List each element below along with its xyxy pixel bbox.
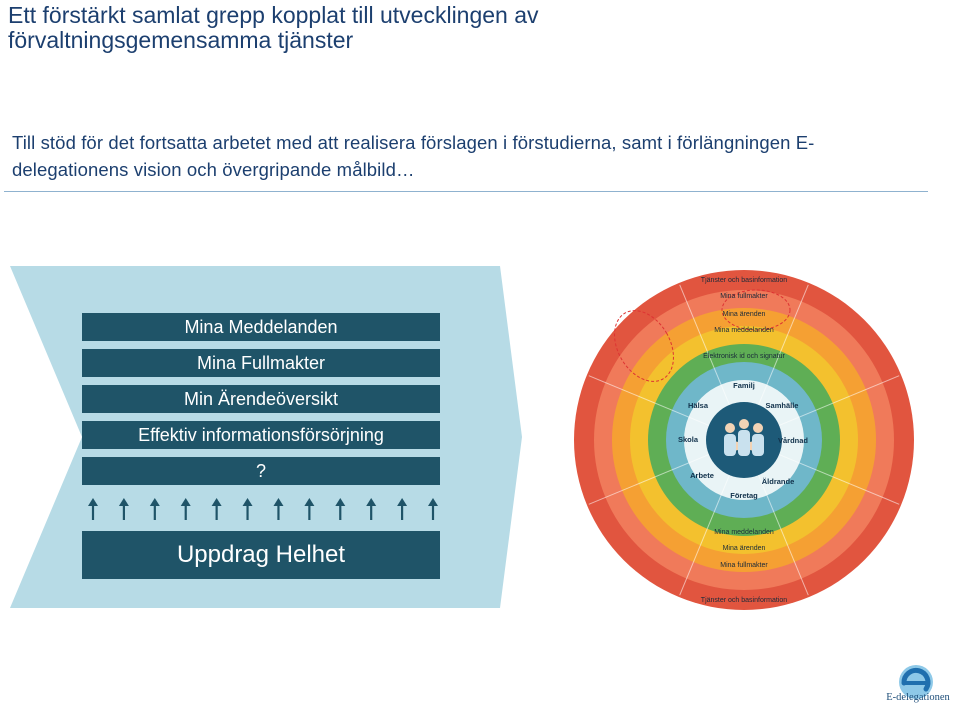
title-divider	[4, 191, 928, 192]
up-arrows-row	[88, 497, 438, 521]
wheel-ring-label-meddelanden: Mina meddelanden	[714, 327, 774, 334]
slide-subtitle: Till stöd för det fortsatta arbetet med att realisera förslagen i förstudierna, samt i förlängningen E-delegationens vision och övergripande målbild…	[12, 132, 815, 180]
wheel-sector-arbete: Arbete	[690, 471, 714, 480]
logo-text: E-delegationen	[886, 692, 950, 703]
wheel-outer-label-top: Tjänster och basinformation	[700, 277, 788, 284]
wheel-ring-label-meddelanden-bottom: Mina meddelanden	[714, 529, 774, 536]
up-arrow-icon	[181, 498, 191, 520]
wheel-ring-label-eid: Elektronisk id och signatur	[703, 353, 785, 360]
up-arrow-icon	[88, 498, 98, 520]
wheel-ring-label-arenden-bottom: Mina ärenden	[722, 545, 766, 552]
up-arrow-icon	[212, 498, 222, 520]
wheel-sector-halsa: Hälsa	[687, 401, 709, 410]
up-arrow-icon	[397, 498, 407, 520]
wheel-sector-aldrande: Äldrande	[761, 477, 795, 486]
bar-min-arendeoversikt: Min Ärendeöversikt	[82, 385, 440, 413]
wheel-ring-label-fullmakter-bottom: Mina fullmakter	[720, 562, 768, 569]
bar-question: ?	[82, 457, 440, 485]
mission-bar: Uppdrag Helhet	[82, 531, 440, 579]
bar-mina-fullmakter: Mina Fullmakter	[82, 349, 440, 377]
up-arrow-icon	[335, 498, 345, 520]
wheel-ring-label-arenden: Mina ärenden	[722, 311, 766, 318]
wheel-sector-foretag: Företag	[730, 491, 758, 500]
wheel-sector-skola: Skola	[677, 435, 699, 444]
up-arrow-icon	[428, 498, 438, 520]
wheel-sector-samhalle: Samhälle	[765, 401, 799, 410]
up-arrow-icon	[150, 498, 160, 520]
up-arrow-icon	[273, 498, 283, 520]
bar-effektiv-informationsforsorjning: Effektiv informationsförsörjning	[82, 421, 440, 449]
wheel-sector-vardnad: Vårdnad	[777, 436, 809, 445]
wheel-sector-familj: Familj	[733, 381, 755, 390]
up-arrow-icon	[366, 498, 376, 520]
life-event-wheel	[572, 268, 916, 612]
up-arrow-icon	[304, 498, 314, 520]
bar-mina-meddelanden: Mina Meddelanden	[82, 313, 440, 341]
wheel-outer-label-bottom: Tjänster och basinformation	[700, 597, 788, 604]
up-arrow-icon	[243, 498, 253, 520]
up-arrow-icon	[119, 498, 129, 520]
slide-title: Ett förstärkt samlat grepp kopplat till utvecklingen av förvaltningsgemensamma tjänster	[8, 2, 539, 53]
wheel-ring-label-fullmakter: Mina fullmakter	[720, 293, 768, 300]
